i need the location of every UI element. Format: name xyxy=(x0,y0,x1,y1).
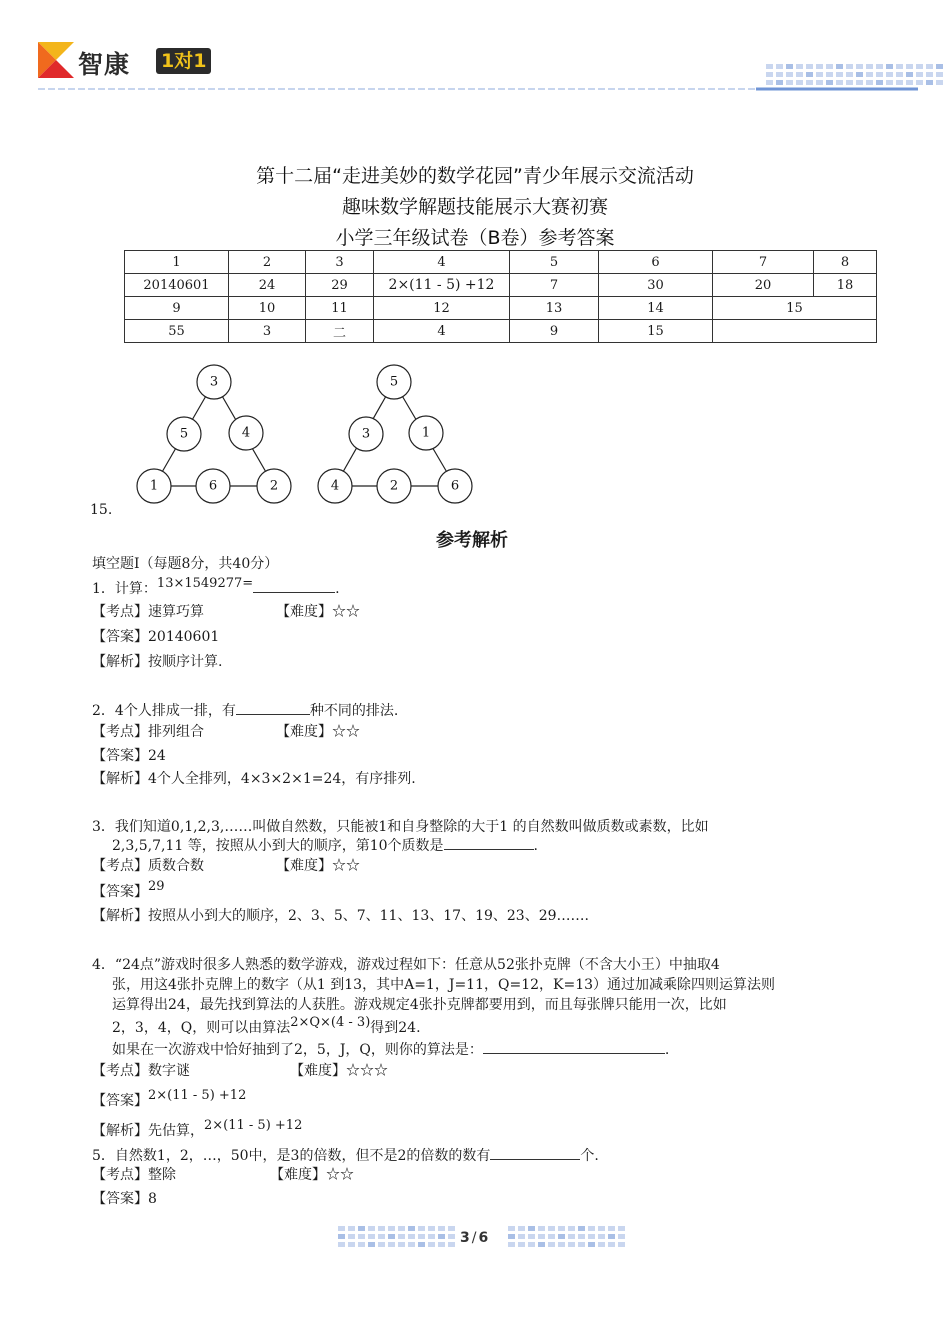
q3-difficulty: 【难度】☆☆ xyxy=(276,858,360,874)
table-cell: 4 xyxy=(374,251,510,274)
decor-dot xyxy=(338,1242,345,1247)
table-cell: 7 xyxy=(713,251,814,274)
table-cell: 2×(11 - 5) +12 xyxy=(374,274,510,297)
decor-dot xyxy=(408,1234,415,1239)
decor-dot xyxy=(856,64,863,69)
decor-dot xyxy=(886,72,893,77)
decor-dot xyxy=(936,80,943,85)
decor-dot xyxy=(578,1242,585,1247)
q4-explain: 【解析】先估算，2×(11 - 5) +12 xyxy=(92,1118,303,1139)
answer-blank xyxy=(253,579,335,593)
q4-stem-line-1: 4．“24点”游戏时很多人熟悉的数学游戏，游戏过程如下：任意从52张扑克牌（不含大小王）中抽取4 xyxy=(92,957,720,973)
table-cell: 18 xyxy=(814,274,877,297)
table-cell: 14 xyxy=(599,297,713,320)
q3-stem-line-1: 3．我们知道0,1,2,3,……叫做自然数，只能被1和自身整除的大于1 的自然数叫做质数或素数，比如 xyxy=(92,819,709,835)
decor-dot xyxy=(528,1242,535,1247)
decor-dot xyxy=(368,1226,375,1231)
decor-dot xyxy=(358,1226,365,1231)
table-cell: 15 xyxy=(713,297,877,320)
decor-dot xyxy=(916,72,923,77)
decor-dot xyxy=(428,1226,435,1231)
table-cell: 13 xyxy=(510,297,599,320)
table-cell: 8 xyxy=(814,251,877,274)
decor-dot xyxy=(378,1226,385,1231)
decor-dot xyxy=(896,72,903,77)
q2-difficulty: 【难度】☆☆ xyxy=(276,724,360,740)
decor-dot xyxy=(766,72,773,77)
table-row xyxy=(125,274,877,297)
decor-dot xyxy=(398,1226,405,1231)
q1-difficulty: 【难度】☆☆ xyxy=(276,604,360,620)
table-cell: 2 xyxy=(229,251,306,274)
table-cell: 3 xyxy=(306,251,374,274)
decor-dot xyxy=(448,1234,455,1239)
footer-dots-right xyxy=(508,1226,625,1247)
decor-dot xyxy=(538,1234,545,1239)
table-cell: 11 xyxy=(306,297,374,320)
decor-dot xyxy=(776,72,783,77)
q4-difficulty: 【难度】☆☆☆ xyxy=(290,1063,388,1079)
decor-dot xyxy=(348,1226,355,1231)
decor-dot xyxy=(776,64,783,69)
decor-dot xyxy=(846,64,853,69)
table-cell: 9 xyxy=(125,297,229,320)
node-a-bottom-mid: 6 xyxy=(208,478,218,494)
decor-dot xyxy=(786,72,793,77)
decor-dot xyxy=(448,1242,455,1247)
decor-dot xyxy=(826,64,833,69)
q3-stem-line-2: 2,3,5,7,11 等，按照从小到大的顺序，第10个质数是 . xyxy=(112,838,538,854)
decor-dot xyxy=(368,1234,375,1239)
decor-dot xyxy=(876,64,883,69)
decor-dot xyxy=(558,1226,565,1231)
decor-dot xyxy=(528,1226,535,1231)
brand-name: 智康 xyxy=(78,50,131,79)
header-rule xyxy=(38,85,918,93)
q5-difficulty: 【难度】☆☆ xyxy=(270,1167,354,1183)
table-cell: 55 xyxy=(125,320,229,343)
decor-dot xyxy=(608,1226,615,1231)
decor-dot xyxy=(598,1242,605,1247)
decor-dot xyxy=(926,72,933,77)
decor-dot xyxy=(896,64,903,69)
decor-dot xyxy=(608,1242,615,1247)
decor-dot xyxy=(358,1234,365,1239)
decor-dot xyxy=(876,72,883,77)
decor-dot xyxy=(548,1226,555,1231)
page-number: 3 / 6 xyxy=(460,1230,489,1246)
decor-dot xyxy=(816,64,823,69)
decor-dot xyxy=(598,1226,605,1231)
decor-dot xyxy=(936,64,943,69)
decor-dot xyxy=(618,1226,625,1231)
decor-dot xyxy=(598,1234,605,1239)
decor-dot xyxy=(866,72,873,77)
decor-dot xyxy=(418,1234,425,1239)
decor-dot xyxy=(906,72,913,77)
diagram-label: 15. xyxy=(90,502,113,518)
decor-dot xyxy=(568,1234,575,1239)
decor-dot xyxy=(796,64,803,69)
table-cell: 24 xyxy=(229,274,306,297)
decor-dot xyxy=(348,1242,355,1247)
decor-dot xyxy=(428,1234,435,1239)
decor-dot xyxy=(618,1242,625,1247)
table-cell: 7 xyxy=(510,274,599,297)
decor-dot xyxy=(398,1242,405,1247)
q2-answer: 【答案】24 xyxy=(92,748,166,764)
decor-dot xyxy=(608,1234,615,1239)
decor-dot xyxy=(548,1242,555,1247)
q2-stem: 2．4个人排成一排，有 种不同的排法. xyxy=(92,703,399,719)
decor-dot xyxy=(588,1242,595,1247)
q2-point: 【考点】排列组合 xyxy=(92,724,204,740)
table-row xyxy=(125,251,877,274)
decor-dot xyxy=(528,1234,535,1239)
answer-blank xyxy=(483,1040,665,1054)
page-footer xyxy=(330,1226,620,1266)
decor-dot xyxy=(508,1234,515,1239)
decor-dot xyxy=(826,72,833,77)
decor-dot xyxy=(378,1242,385,1247)
triangle-diagrams xyxy=(130,360,480,510)
q4-stem-line-3: 运算得出24，最先找到算法的人获胜。游戏规定4张扑克牌都要用到，而且每张牌只能用一次，比如 xyxy=(112,997,727,1013)
decor-dot xyxy=(508,1242,515,1247)
node-b-mid-right: 1 xyxy=(421,425,431,441)
decor-dot xyxy=(388,1234,395,1239)
decor-dot xyxy=(348,1234,355,1239)
node-b-bottom-left: 4 xyxy=(330,478,340,494)
decor-dot xyxy=(438,1226,445,1231)
decor-dot xyxy=(806,72,813,77)
decor-dot xyxy=(766,64,773,69)
table-cell: 二 xyxy=(306,320,374,343)
table-cell: 20140601 xyxy=(125,274,229,297)
q4-example-expression: 2×Q×(4 - 3) xyxy=(290,1015,371,1030)
q4-stem-line-4: 2，3，4，Q，则可以由算法2×Q×(4 - 3)得到24. xyxy=(112,1015,421,1036)
header-dots xyxy=(766,64,943,85)
node-a-bottom-left: 1 xyxy=(149,478,159,494)
decor-dot xyxy=(558,1234,565,1239)
answer-table xyxy=(124,250,877,343)
decor-dot xyxy=(368,1242,375,1247)
decor-dot xyxy=(388,1242,395,1247)
decor-dot xyxy=(568,1226,575,1231)
decor-dot xyxy=(338,1234,345,1239)
brand-badge: 1对1 xyxy=(156,48,211,74)
decor-dot xyxy=(398,1234,405,1239)
decor-dot xyxy=(836,64,843,69)
q1-explain: 【解析】按顺序计算. xyxy=(92,654,223,670)
decor-dot xyxy=(588,1234,595,1239)
q1-expression: 13×1549277= xyxy=(156,576,254,591)
logo-mark-icon xyxy=(38,42,74,78)
node-a-bottom-right: 2 xyxy=(269,478,279,494)
q1-answer: 【答案】20140601 xyxy=(92,629,220,645)
table-cell xyxy=(713,320,877,343)
decor-dot xyxy=(588,1226,595,1231)
section-title: 填空题Ⅰ（每题8分，共40分） xyxy=(92,556,279,572)
decor-dot xyxy=(786,64,793,69)
node-a-top: 3 xyxy=(209,374,219,390)
node-b-bottom-mid: 2 xyxy=(389,478,399,494)
node-a-mid-right: 4 xyxy=(241,425,251,441)
decor-dot xyxy=(428,1242,435,1247)
node-b-top: 5 xyxy=(389,374,399,390)
analysis-heading: 参考解析 xyxy=(436,530,508,551)
table-cell: 10 xyxy=(229,297,306,320)
decor-dot xyxy=(936,72,943,77)
answer-blank xyxy=(236,701,310,715)
decor-dot xyxy=(558,1242,565,1247)
decor-dot xyxy=(518,1226,525,1231)
table-cell: 9 xyxy=(510,320,599,343)
table-cell: 29 xyxy=(306,274,374,297)
decor-dot xyxy=(518,1234,525,1239)
decor-dot xyxy=(418,1226,425,1231)
q5-stem: 5．自然数1，2，…，50中，是3的倍数，但不是2的倍数的数有 个. xyxy=(92,1148,599,1164)
decor-dot xyxy=(378,1234,385,1239)
table-row xyxy=(125,320,877,343)
table-cell: 12 xyxy=(374,297,510,320)
title-line-2: 趣味数学解题技能展示大赛初赛 xyxy=(341,196,608,218)
decor-dot xyxy=(916,64,923,69)
decor-dot xyxy=(518,1242,525,1247)
table-cell: 30 xyxy=(599,274,713,297)
decor-dot xyxy=(816,72,823,77)
decor-dot xyxy=(856,72,863,77)
q1-stem: 1．计算：13×1549277= . xyxy=(92,576,340,597)
decor-dot xyxy=(926,80,933,85)
title-line-1: 第十二届“走进美妙的数学花园”青少年展示交流活动 xyxy=(256,165,694,187)
q5-answer: 【答案】8 xyxy=(92,1191,157,1207)
decor-dot xyxy=(538,1226,545,1231)
answer-blank xyxy=(444,836,534,850)
q3-point: 【考点】质数合数 xyxy=(92,858,204,874)
decor-dot xyxy=(548,1234,555,1239)
table-cell: 6 xyxy=(599,251,713,274)
decor-dot xyxy=(438,1242,445,1247)
node-b-mid-left: 3 xyxy=(361,426,371,442)
table-cell: 20 xyxy=(713,274,814,297)
q4-answer: 【答案】2×(11 - 5) +12 xyxy=(92,1088,247,1109)
table-row xyxy=(125,297,877,320)
decor-dot xyxy=(906,64,913,69)
decor-dot xyxy=(408,1226,415,1231)
q4-stem-line-2: 张，用这4张扑克牌上的数字（从1 到13，其中A=1，J=11，Q=12，K=13）通过加减乘除四则运算法则 xyxy=(112,977,776,993)
table-cell: 1 xyxy=(125,251,229,274)
decor-dot xyxy=(836,72,843,77)
decor-dot xyxy=(358,1242,365,1247)
decor-dot xyxy=(338,1226,345,1231)
table-cell: 4 xyxy=(374,320,510,343)
decor-dot xyxy=(806,64,813,69)
q5-point: 【考点】整除 xyxy=(92,1167,176,1183)
q4-point: 【考点】数字谜 xyxy=(92,1063,190,1079)
table-cell: 5 xyxy=(510,251,599,274)
decor-dot xyxy=(508,1226,515,1231)
decor-dot xyxy=(408,1242,415,1247)
node-a-mid-left: 5 xyxy=(179,426,189,442)
decor-dot xyxy=(578,1226,585,1231)
table-cell: 15 xyxy=(599,320,713,343)
table-cell: 3 xyxy=(229,320,306,343)
decor-dot xyxy=(418,1242,425,1247)
q4-stem-line-5: 如果在一次游戏中恰好抽到了2，5，J，Q，则你的算法是： . xyxy=(112,1042,670,1058)
q3-explain: 【解析】按照从小到大的顺序，2、3、5、7、11、13、17、19、23、29……. xyxy=(92,908,589,924)
decor-dot xyxy=(866,64,873,69)
decor-dot xyxy=(926,64,933,69)
footer-dots-left xyxy=(338,1226,455,1247)
title-line-3: 小学三年级试卷（B卷）参考答案 xyxy=(335,227,615,249)
q1-point: 【考点】速算巧算 xyxy=(92,604,204,620)
q2-explain: 【解析】4个人全排列，4×3×2×1=24，有序排列. xyxy=(92,771,416,787)
answer-blank xyxy=(490,1146,580,1160)
decor-dot xyxy=(886,64,893,69)
decor-dot xyxy=(618,1234,625,1239)
q3-answer: 【答案】29 xyxy=(92,879,165,900)
node-b-bottom-right: 6 xyxy=(450,478,460,494)
decor-dot xyxy=(846,72,853,77)
decor-dot xyxy=(538,1242,545,1247)
decor-dot xyxy=(438,1234,445,1239)
decor-dot xyxy=(448,1226,455,1231)
decor-dot xyxy=(796,72,803,77)
decor-dot xyxy=(578,1234,585,1239)
decor-dot xyxy=(388,1226,395,1231)
decor-dot xyxy=(568,1242,575,1247)
